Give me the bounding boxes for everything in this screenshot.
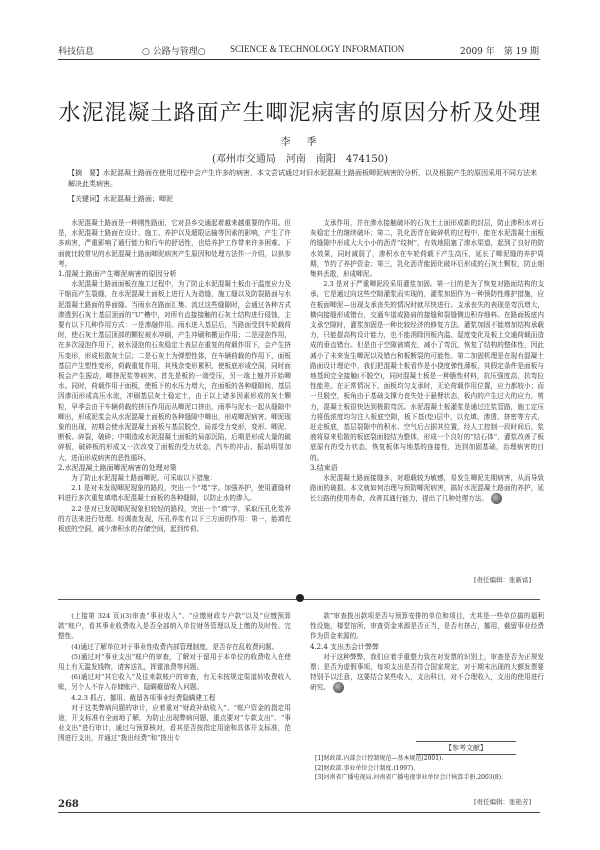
article-left-column (58, 218, 291, 572)
references-list (315, 754, 545, 783)
paragraph: 2.2 是对已发现唧泥现象但较轻的路段，突出一个“填”字，采取压孔化浆养的方法来进行处理。经调查发现，压孔养浆有以下三方面的作用：第一，能填充板底的空洞，减少渗积水的存储空间，起到传荷、 (58, 504, 291, 534)
paragraph: 水泥混凝土路面接缝多，对超载较为敏感，易发生唧泥先期病害，从而导致路面的破损。本文就如何治理与预防唧泥病害，搞好水泥混凝土路面的养护，延长公路的使用寿命，改善其通行能力，提出了几种处理方法。 (310, 474, 544, 503)
paragraph: 2.1 是对未发现唧泥现象的路段，突出一个“堵”字。加强养护，使用灌缝材料进行多次重复填堵水泥混凝土面板的各种缝隙，以防止水的渗入。 (58, 484, 291, 503)
journal-english: SCIENCE & TECHNOLOGY INFORMATION (230, 44, 405, 54)
footer-rule (58, 812, 540, 813)
paragraph: (6)通过对“其它收入”及往来款账户的审查，有无未按规定渠道转收费收入账，另个人不存入存储账户，隐瞒截留收入问题。 (58, 673, 291, 692)
section-label: ○ 公路与管理○ (142, 47, 206, 57)
paragraph: 水泥混凝土路面面板在施工过程中，为了防止水泥混凝土板由于温度应力及干缩而产生裂缝，在水泥混凝土面板上进行人为造缝，施工缝以及防裂路面与水泥混凝土路面的界面缝。当雨水在路面汇集、流过这些缝隙时，会通过各种方式渗透到石灰土基层顶面的“U”槽中，对所有直接接触的石灰土结构进行侵蚀，主要有以下几种作用方式：一是渗融作用。雨水进入基层后，当路面受到车轮载荷时，使石灰土基层顶部的颗粒被水冲刷，产生冲刷和搬运作用；二是浸泡作用，在多次浸泡作用下，被水浸泡的石灰稳定土表层在重复的荷载作用下，会产生挤压变形，形成松散灰土层；二是石灰土为弹塑性体，在车辆荷载的作用下，面板基层产生塑性变形，荷载重复作用，其残余变形累积，使板底形成空洞，同时面板会产生振动，唧挤泥浆等病害。首先是板的一端受压，另一端上翘并开始唧水。同时，荷载作用于面板，使板下的水压力增大，在面板的各种缝隙间，基层因渗而形成高压水流，冲刷基层灰土稳定土，由于以上诸多因素形成的灰土颗粒，早季会由干车辆荷载的挤压作用而从唧泥口挤出，雨季与泥水一起从缝隙中唧出，形成泥浆会从水泥混凝土面板的各种缝隙中唧出，形成唧泥病害。唧泥现象的出现，初期会使水泥混凝土面板与基层脱空，局部受力变形，变形、唧泥、断板、碎裂，破碎；中期造成水泥混凝土面板的局部沉陷，后期是形成大量的破碎板，破碎板的形成又一次改变了面板的受力状态，汽车的冲击、振动明显加大，进而形成病害的恶性循环。 (58, 280, 291, 462)
reference-item: [3]河南省广播电视局.河南省广播电视事业单位会计核算手册.2003(8). (315, 774, 503, 781)
article-right-column (310, 218, 544, 572)
article-author: 李 季 (280, 137, 320, 148)
end-ornament-icon (491, 493, 502, 504)
paragraph: 对于这种弊弊，我们应着手重整力致在对发票的识别上，审查是否为正规发票；是否为虚假事项，每项支出是否符合国家规定，对于期末出现的大额发票要特别予以注意，这要结合某些收入，支出科目，对不合理收入，支出的使用进行研究。 (310, 652, 544, 692)
article-affiliation: (邓州市交通局 河南 南阳 474150) (212, 154, 388, 165)
section-heading: 3.结束语 (310, 463, 338, 472)
paragraph: (5)通过对“事业支出”账户的审查，了解对于留用于本单位的收费收入在使用上有无滥发钱物，请客送礼，挥霍浪费等问题。 (58, 652, 291, 672)
reference-item: [2]财政部.事业单位会计制度.(1997). (315, 764, 416, 772)
references-heading: 【参考文献】 (416, 741, 516, 755)
paragraph: 款”审查拨出款项是否与预算安排的单位和项目，尤其是一些单位搞的福利性设施，楼堂馆所，审查资金来源是否正当，是否有挤占，挪用，截留事业经费作为资金来源的。 (310, 612, 544, 641)
section-heading: 1.混凝土路面产生唧泥病害的原因分析 (58, 270, 177, 279)
paragraph: 为了防止水泥混凝土路面唧泥，可采取以下措施： (71, 474, 217, 483)
section-heading: 2.水泥混凝土路面唧泥病害的处理对策 (58, 463, 177, 472)
continued-right-column (310, 611, 544, 737)
article-title: 水泥混凝土路面产生唧泥病害的原因分析及处理 (58, 101, 542, 126)
editor-credit-bottom: [责任编辑：张艳芳] (474, 798, 532, 806)
page-number: 268 (58, 799, 79, 810)
paragraph: 4.2.3 抓占、挪用、截留各项事业经费隐瞒建工程 (71, 693, 216, 702)
paragraph: 2.3 是对于严重唧泥段采用灌浆加固。第一目的是为了恢复对路面结构的支承，它是通过向这些空隙灌浆而实现的，灌浆加固作为一种预防性维护措施，应在板面唧泥—出现支承丧失的情况时就尽快进行。支承丧失的表现是弯沉增大，横向接缝形成错台，交通车道或路肩的接缝和裂缝侧边积存细料。在路面板底内支承空隙时，灌浆加固是一种比较经济的修复方法。灌浆加固不能增加结构承载力，只能提高构设计能力，也不能消除因板内温、湿度变化及板上交通荷载而造成的垂直错台。但是由于空隙被填充，减小了弯沉，恢复了结构的整体性，因此减小了未来发生唧泥以及错台和板断裂的可能性。第二加固机理是在现有混凝土路面设计理论中，我们把混凝土板看作是小挠度弹性薄板，其假定条件是面板与地基间完全接触(不脱空)，同时混凝土板是一种脆性材料，抗压强度高，抗弯拉性能差。在正常情况下，面板均匀支承时，无论荷载作用位置，应力都较小；而一旦脱空，板角由于基础支撑力丧失处于悬臂状态，板内的产生过大的应力，剪力，混凝土板很快达到极限弯沉。水泥混凝土板灌浆是通过注浆管路，施工定压力将低浓度均匀注入板底空隙，板下基(垫)层中，以充填、渗透、挤密等方式，赶走板底，基层裂隙中的积水、空气后占据其位置，经人工控制一段时间后，浆液将原来松散的板底裂面胶结为整体，形成一个良好的“结石体”，灌浆改善了板底原有的受力状态，恢复板体与地基的连接性，达到加固基础，治理病害的目的。 (310, 280, 544, 462)
paragraph: 对于这类弊病问题的审计，应着重对“财政补助收入”、“账户资金的指定用途，开支标准有全面地了解，为防止出现弊病问题，重点要对“专款支出”、“事业支出”进行审计，通过与预算核对，看其是否按指定用途和具体开支标准，范围进行支出，并通过“拨出经费”和“拨出专 (58, 703, 291, 743)
reference-item: [1]财政部.内部会计控制规范—基本规范(2001). (315, 755, 444, 762)
issue-label: 2009 年 第 19 期 (460, 47, 539, 57)
end-ornament-icon (333, 682, 344, 693)
paragraph: (上接第 324 页)(3)审查“事业收入”、“应缴财政专户款”以及“应缴预算款”账户，看其事业收费收入是否全部纳入单位财务管理以及上缴的及时性、完整性。 (58, 612, 291, 641)
separator-dot-icon (296, 594, 304, 602)
paragraph: 水泥混凝土路面是一种刚性路面，它对县乡交通起着越来越重要的作用。但是，水泥混凝土路面在设计、施工、养护以及超限运输等因素的影响，产生了许多病害，严重影响了通行能力和行车的舒适性，也给养护工作带来许多困难。下面就比较常见的水泥混凝土路面唧泥病害产生原因和处理方法作一介绍，以供参考。 (58, 219, 291, 268)
abstract: 【摘 要】水泥混凝土路面在使用过程中会产生许多的病害，本文尝试通过对旧水泥混凝土路面板唧泥病害的分析，以及根据产生的原因采用不同方法来解决此类病害。 (68, 169, 537, 188)
editor-credit-top: [责任编辑：张新富] (474, 576, 532, 584)
section-heading: 4.2.4 支出杰会计弊弊 (310, 642, 380, 651)
keywords: 【关键词】水泥混凝土路面；唧泥 (68, 195, 173, 203)
header-rule (58, 59, 540, 60)
journal-name: 科技信息 (58, 47, 95, 57)
paragraph: 支承作用，并在渗水接触破坏的石灰土上面形成新的封层，防止渗积水对石灰稳定土的继续破坏；第二，乳化沥青在破碎机的过程中，能在水泥混凝土面板的缝隙中形成大大小小的沥青“纹树”，有效地阻塞了渗水渠道，起到了良好的防水效果，同时减弱了，渗积水在车轮荷载下产生高压，延长了唧泥缝的养护周期，节约了养护资金；第三，乳化沥青能固化破坏后形成的石灰土颗粒，防止细集料丢散，形成唧泥。 (310, 219, 544, 279)
paragraph: (4)通过了解单位对于事业性收费内部管理制度，是否存在乱收费问题。 (71, 642, 279, 651)
continued-left-column (58, 611, 291, 793)
